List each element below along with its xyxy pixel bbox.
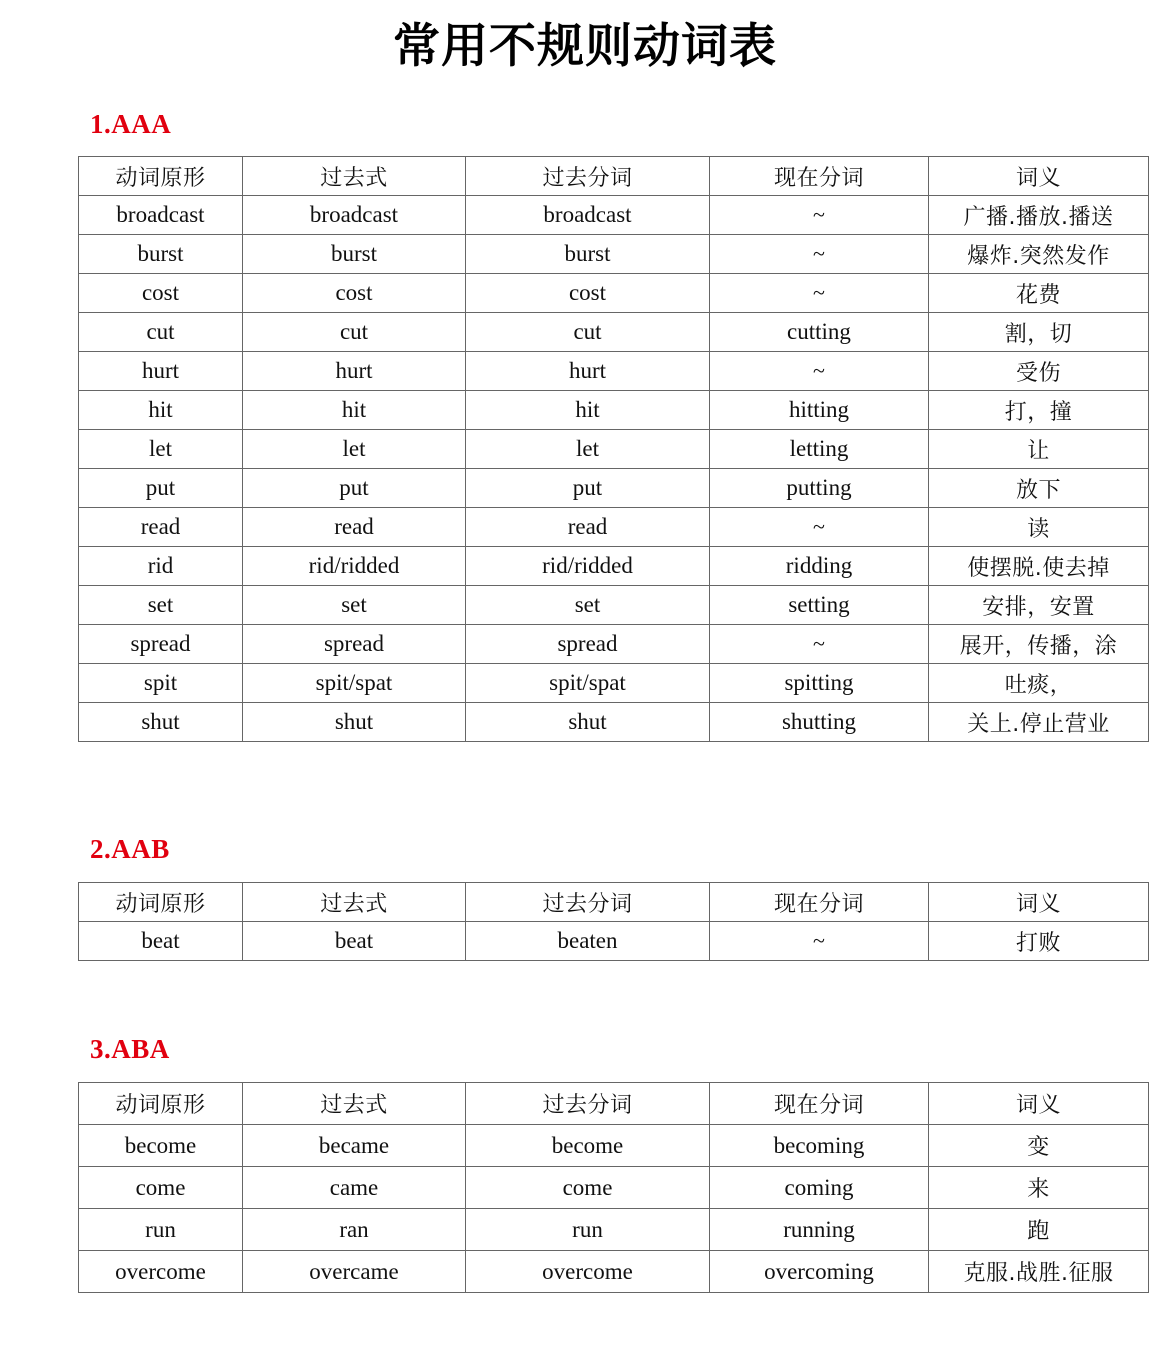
table-row (79, 625, 1149, 664)
cell-present-participle: coming (710, 1167, 929, 1209)
cell-base: shut (79, 703, 243, 742)
cell-base: burst (79, 235, 243, 274)
cell-past-participle: spread (466, 625, 710, 664)
table-row (79, 352, 1149, 391)
cell-meaning: 安排，安置 (929, 586, 1149, 625)
column-header-past: 过去式 (243, 1083, 466, 1125)
verb-table-aba (78, 1082, 1149, 1293)
verb-table-aab-body (79, 922, 1149, 961)
cell-meaning: 花费 (929, 274, 1149, 313)
table-row (79, 469, 1149, 508)
cell-base: hurt (79, 352, 243, 391)
cell-present-participle: shutting (710, 703, 929, 742)
cell-base: read (79, 508, 243, 547)
column-header-meaning: 词义 (929, 1083, 1149, 1125)
cell-past-participle: cost (466, 274, 710, 313)
cell-meaning: 打败 (929, 922, 1149, 961)
column-header-meaning: 词义 (929, 883, 1149, 922)
cell-past-participle: come (466, 1167, 710, 1209)
cell-past: hit (243, 391, 466, 430)
cell-base: put (79, 469, 243, 508)
section-heading-aba: 3.ABA (90, 1034, 170, 1064)
cell-meaning: 克服.战胜.征服 (929, 1251, 1149, 1293)
cell-base: spit (79, 664, 243, 703)
cell-past: put (243, 469, 466, 508)
cell-past: cut (243, 313, 466, 352)
section-aaa (0, 111, 1170, 742)
cell-present-participle: ~ (710, 235, 929, 274)
cell-base: hit (79, 391, 243, 430)
cell-past: came (243, 1167, 466, 1209)
cell-meaning: 使摆脱.使去掉 (929, 547, 1149, 586)
cell-past-participle: let (466, 430, 710, 469)
verb-table-aaa-body (79, 196, 1149, 742)
cell-past: spit/spat (243, 664, 466, 703)
cell-present-participle: letting (710, 430, 929, 469)
table-row (79, 430, 1149, 469)
table-row (79, 547, 1149, 586)
cell-base: let (79, 430, 243, 469)
cell-meaning: 跑 (929, 1209, 1149, 1251)
table-row (79, 1125, 1149, 1167)
table-row (79, 508, 1149, 547)
table-row (79, 313, 1149, 352)
column-header-past-participle: 过去分词 (466, 883, 710, 922)
cell-base: cut (79, 313, 243, 352)
cell-past-participle: hit (466, 391, 710, 430)
table-row (79, 586, 1149, 625)
cell-meaning: 打，撞 (929, 391, 1149, 430)
cell-meaning: 变 (929, 1125, 1149, 1167)
section-heading-aaa: 1.AAA (90, 109, 172, 139)
cell-present-participle: ~ (710, 508, 929, 547)
cell-past-participle: shut (466, 703, 710, 742)
table-row (79, 922, 1149, 961)
cell-present-participle: ~ (710, 625, 929, 664)
verb-table-aab (78, 882, 1149, 961)
cell-past: overcame (243, 1251, 466, 1293)
cell-past: spread (243, 625, 466, 664)
cell-present-participle: ~ (710, 922, 929, 961)
cell-past: beat (243, 922, 466, 961)
verb-table-aaa (78, 156, 1149, 742)
cell-meaning: 爆炸.突然发作 (929, 235, 1149, 274)
cell-past-participle: overcome (466, 1251, 710, 1293)
cell-present-participle: ridding (710, 547, 929, 586)
cell-base: rid (79, 547, 243, 586)
table-row (79, 391, 1149, 430)
cell-past: burst (243, 235, 466, 274)
cell-present-participle: ~ (710, 352, 929, 391)
cell-base: spread (79, 625, 243, 664)
cell-past: shut (243, 703, 466, 742)
cell-present-participle: ~ (710, 274, 929, 313)
cell-past: broadcast (243, 196, 466, 235)
cell-present-participle: running (710, 1209, 929, 1251)
cell-present-participle: hitting (710, 391, 929, 430)
cell-past: hurt (243, 352, 466, 391)
cell-past-participle: rid/ridded (466, 547, 710, 586)
table-header-row (79, 1083, 1149, 1125)
column-header-base: 动词原形 (79, 883, 243, 922)
cell-present-participle: becoming (710, 1125, 929, 1167)
cell-past-participle: read (466, 508, 710, 547)
cell-present-participle: ~ (710, 196, 929, 235)
table-row (79, 664, 1149, 703)
column-header-base: 动词原形 (79, 157, 243, 196)
column-header-past-participle: 过去分词 (466, 157, 710, 196)
table-row (79, 703, 1149, 742)
cell-base: overcome (79, 1251, 243, 1293)
cell-present-participle: overcoming (710, 1251, 929, 1293)
page-title: 常用不规则动词表 (393, 19, 777, 72)
cell-meaning: 受伤 (929, 352, 1149, 391)
cell-past: set (243, 586, 466, 625)
cell-base: broadcast (79, 196, 243, 235)
cell-meaning: 割，切 (929, 313, 1149, 352)
column-header-past: 过去式 (243, 157, 466, 196)
column-header-past: 过去式 (243, 883, 466, 922)
section-heading-aab: 2.AAB (90, 834, 170, 864)
cell-present-participle: spitting (710, 664, 929, 703)
cell-base: cost (79, 274, 243, 313)
column-header-present-participle: 现在分词 (710, 883, 929, 922)
cell-meaning: 让 (929, 430, 1149, 469)
cell-meaning: 展开，传播，涂 (929, 625, 1149, 664)
cell-present-participle: putting (710, 469, 929, 508)
cell-present-participle: cutting (710, 313, 929, 352)
cell-past-participle: put (466, 469, 710, 508)
cell-meaning: 来 (929, 1167, 1149, 1209)
cell-past-participle: cut (466, 313, 710, 352)
cell-past-participle: broadcast (466, 196, 710, 235)
column-header-past-participle: 过去分词 (466, 1083, 710, 1125)
cell-base: beat (79, 922, 243, 961)
cell-past: became (243, 1125, 466, 1167)
cell-past-participle: beaten (466, 922, 710, 961)
cell-base: come (79, 1167, 243, 1209)
table-header-row (79, 157, 1149, 196)
cell-past-participle: hurt (466, 352, 710, 391)
table-row (79, 1209, 1149, 1251)
cell-past: read (243, 508, 466, 547)
cell-meaning: 放下 (929, 469, 1149, 508)
table-row (79, 235, 1149, 274)
cell-base: set (79, 586, 243, 625)
cell-past-participle: burst (466, 235, 710, 274)
cell-meaning: 广播.播放.播送 (929, 196, 1149, 235)
section-aab (0, 836, 1170, 961)
cell-past-participle: become (466, 1125, 710, 1167)
cell-past: rid/ridded (243, 547, 466, 586)
cell-meaning: 读 (929, 508, 1149, 547)
cell-base: run (79, 1209, 243, 1251)
table-row (79, 196, 1149, 235)
cell-base: become (79, 1125, 243, 1167)
cell-meaning: 关上.停止营业 (929, 703, 1149, 742)
column-header-present-participle: 现在分词 (710, 1083, 929, 1125)
table-header-row (79, 883, 1149, 922)
cell-past: cost (243, 274, 466, 313)
table-row (79, 1167, 1149, 1209)
column-header-present-participle: 现在分词 (710, 157, 929, 196)
cell-past: ran (243, 1209, 466, 1251)
verb-table-aba-body (79, 1125, 1149, 1293)
cell-meaning: 吐痰， (929, 664, 1149, 703)
cell-past-participle: set (466, 586, 710, 625)
cell-past-participle: run (466, 1209, 710, 1251)
section-aba (0, 1036, 1170, 1293)
cell-past: let (243, 430, 466, 469)
table-row (79, 274, 1149, 313)
table-row (79, 1251, 1149, 1293)
cell-present-participle: setting (710, 586, 929, 625)
column-header-meaning: 词义 (929, 157, 1149, 196)
cell-past-participle: spit/spat (466, 664, 710, 703)
column-header-base: 动词原形 (79, 1083, 243, 1125)
